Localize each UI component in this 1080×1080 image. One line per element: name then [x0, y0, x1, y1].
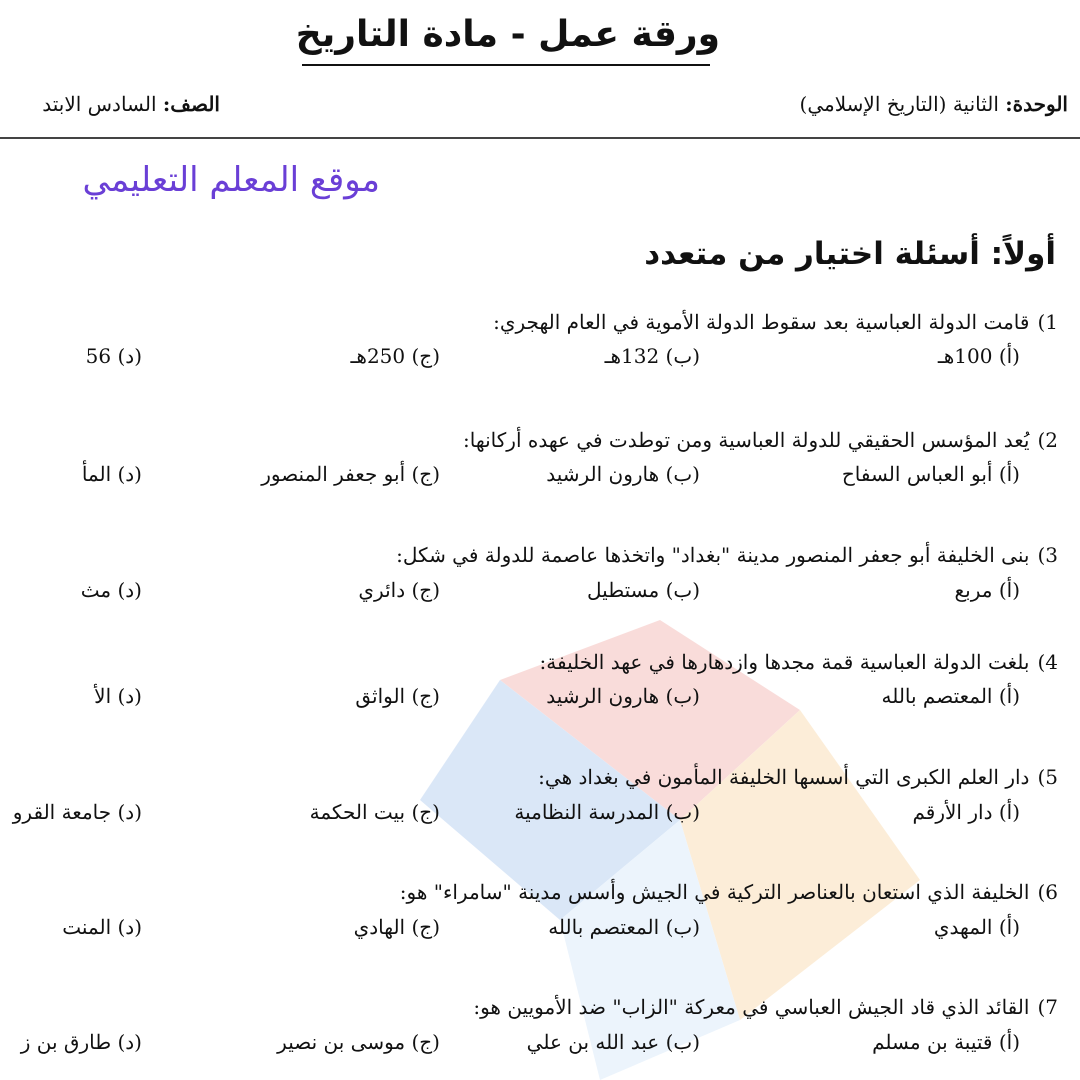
option-a: (أ) المعتصم بالله	[881, 684, 1020, 708]
class-label: الصف:	[162, 92, 220, 116]
class-info	[0, 92, 220, 116]
option-b: (ب) هارون الرشيد	[546, 684, 700, 708]
option-a: (أ) مربع	[954, 578, 1020, 602]
question-number: 5)	[1037, 765, 1058, 789]
question-stem	[463, 428, 1058, 452]
option-d: (د) الأ	[94, 684, 142, 708]
question-text: الخليفة الذي استعان بالعناصر التركية في الجيش وأسس مدينة "سامراء" هو:	[399, 880, 1030, 904]
question-text: بنى الخليفة أبو جعفر المنصور مدينة "بغداد" واتخذها عاصمة للدولة في شكل:	[396, 543, 1030, 567]
unit-value: الثانية (التاريخ الإسلامي)	[799, 92, 999, 116]
question-text: يُعد المؤسس الحقيقي للدولة العباسية ومن توطدت في عهده أركانها:	[463, 428, 1030, 452]
question-stem	[538, 765, 1058, 789]
header-divider	[0, 137, 1080, 139]
question-number: 2)	[1037, 428, 1058, 452]
option-a: (أ) أبو العباس السفاح	[841, 462, 1020, 486]
question-stem	[473, 995, 1058, 1019]
option-a: (أ) المهدي	[933, 915, 1020, 939]
option-d: (د) المأ	[81, 462, 142, 486]
option-a: (أ) قتيبة بن مسلم	[872, 1030, 1020, 1054]
option-d: (د) طارق بن ز	[20, 1030, 142, 1054]
option-a: (أ) دار الأرقم	[912, 800, 1020, 824]
question-text: قامت الدولة العباسية بعد سقوط الدولة الأموية في العام الهجري:	[493, 310, 1030, 334]
option-c: (ج) بيت الحكمة	[309, 800, 440, 824]
question-text: بلغت الدولة العباسية قمة مجدها وازدهارها في عهد الخليفة:	[539, 650, 1030, 674]
question-number: 1)	[1037, 310, 1058, 334]
option-b: (ب) المعتصم بالله	[548, 915, 700, 939]
option-d: (د) جامعة القرو	[12, 800, 142, 824]
option-d: (د) مث	[80, 578, 142, 602]
question-stem	[400, 880, 1058, 904]
option-c: (ج) دائري	[358, 578, 440, 602]
site-name: موقع المعلم التعليمي	[82, 160, 380, 200]
unit-label: الوحدة:	[1005, 92, 1068, 116]
title-underline	[302, 64, 710, 66]
question-number: 7)	[1037, 995, 1058, 1019]
option-c: (ج) 250هـ	[350, 344, 440, 368]
unit-info	[800, 92, 1068, 116]
option-a: (أ) 100هـ	[937, 344, 1020, 368]
option-d: (د) 56	[85, 344, 142, 368]
question-stem	[396, 543, 1058, 567]
option-c: (ج) الواثق	[355, 684, 440, 708]
option-b: (ب) هارون الرشيد	[546, 462, 700, 486]
question-text: القائد الذي قاد الجيش العباسي في معركة "الزاب" ضد الأمويين هو:	[473, 995, 1030, 1019]
section-title: أولاً: أسئلة اختيار من متعدد	[644, 236, 1056, 272]
class-value: السادس الابتد	[42, 92, 157, 116]
option-c: (ج) أبو جعفر المنصور	[261, 462, 440, 486]
question-stem	[493, 310, 1058, 334]
option-b: (ب) مستطيل	[587, 578, 700, 602]
option-b: (ب) عبد الله بن علي	[526, 1030, 700, 1054]
question-number: 4)	[1037, 650, 1058, 674]
option-d: (د) المنت	[62, 915, 142, 939]
option-c: (ج) موسى بن نصير	[277, 1030, 440, 1054]
option-b: (ب) المدرسة النظامية	[514, 800, 700, 824]
question-text: دار العلم الكبرى التي أسسها الخليفة المأمون في بغداد هي:	[538, 765, 1030, 789]
question-stem	[540, 650, 1058, 674]
option-b: (ب) 132هـ	[604, 344, 700, 368]
option-c: (ج) الهادي	[353, 915, 440, 939]
question-number: 6)	[1037, 880, 1058, 904]
worksheet-title: ورقة عمل - مادة التاريخ	[295, 14, 720, 55]
question-number: 3)	[1037, 543, 1058, 567]
